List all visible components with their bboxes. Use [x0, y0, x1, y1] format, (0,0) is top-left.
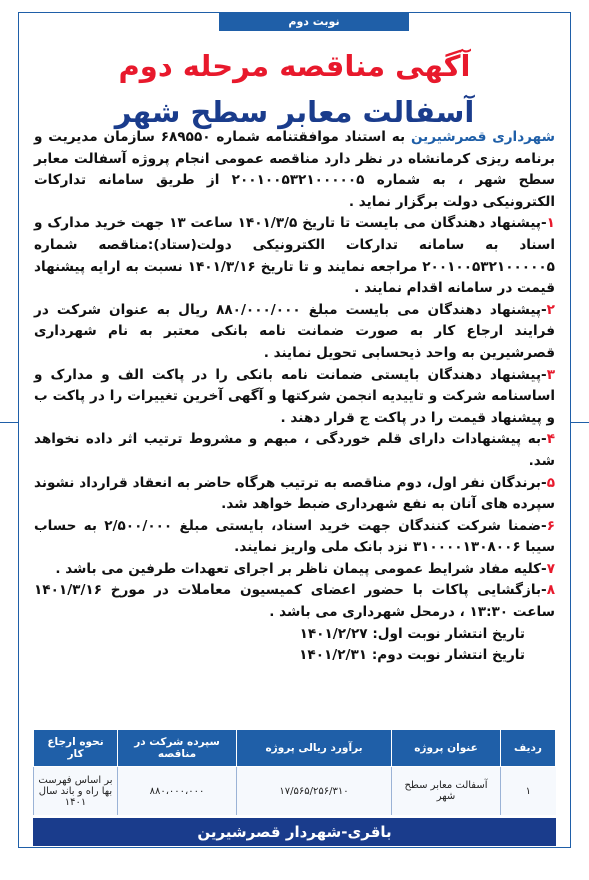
signature-footer: باقری-شهردار قصرشیرین	[33, 818, 556, 846]
clause-4	[34, 429, 555, 472]
clause-number: ۳	[546, 366, 555, 383]
clause-text: -پیشنهاد دهندگان می بایست مبلغ ۸۸۰/۰۰۰/۰۰۰ ریال به عنوان شرکت در فرایند ارجاع کار به صورت ضمانت نامه بانکی معتبر به نام شهرداری قصرشیرین به واحد ذیحسابی تحویل نمایند .	[34, 301, 555, 361]
clause-text: -بازگشایی پاکات با حضور اعضای کمیسیون معاملات در مورخ ۱۴۰۱/۳/۱۶ ساعت ۱۳:۳۰ ، درمحل شهرداری می باشد .	[34, 582, 555, 621]
intro-paragraph	[34, 127, 555, 213]
clause-text: -پیشنهاد دهندگان می بایست تا تاریخ ۱۴۰۱/۳/۵ ساعت ۱۳ جهت خرید مدارک و اسناد به سامانه تدارکات الکترونیکی دولت(ستاد):مناقصه شماره ۲۰۰۱۰۰۵۳۲۱۰۰۰۰۰۵ مراجعه نمایند و تا تاریخ ۱۴۰۱/۳/۱۶ نسبت به ارایه پیشنهاد قیمت در سامانه اقدام نمایند .	[34, 215, 555, 297]
column-header: سپرده شرکت در مناقصه	[118, 730, 237, 767]
clause-number: ۸	[546, 582, 555, 599]
clause-5	[34, 473, 555, 516]
round-tag: نوبت دوم	[219, 13, 409, 31]
clause-number: ۷	[546, 560, 555, 577]
clause-1	[34, 213, 555, 299]
column-header: ردیف	[501, 730, 556, 767]
clause-text: -کلیه مفاد شرایط عمومی پیمان ناظر بر اجرای تعهدات طرفین می باشد .	[55, 560, 547, 577]
column-header: عنوان پروژه	[392, 730, 501, 767]
clause-text: -ضمنا شرکت کنندگان جهت خرید اسناد، بایستی مبلغ ۲/۵۰۰/۰۰۰ به حساب سیبا ۳۱۰۰۰۰۱۳۰۸۰۰۶ نزد بانک ملی واریز نمایند.	[34, 517, 555, 556]
first-publication-date: تاریخ انتشار نوبت اول: ۱۴۰۱/۲/۲۷	[299, 625, 525, 642]
clause-number: ۱	[546, 215, 555, 232]
clause-number: ۶	[546, 517, 555, 534]
clause-3	[34, 365, 555, 430]
clause-number: ۵	[546, 474, 555, 491]
column-header: برآورد ریالی پروژه	[237, 730, 392, 767]
table-cell: آسفالت معابر سطح شهر	[392, 767, 501, 816]
table-header-row	[34, 730, 556, 767]
clause-6	[34, 516, 555, 559]
intro-text: به استناد موافقتنامه شماره ۶۸۹۵۵۰ سازمان مدیریت و برنامه ریزی کرمانشاه در نظر دارد مناقصه عمومی انجام پروژه آسفالت معابر سطح شهر ، به شماره ۲۰۰۱۰۰۵۳۲۱۰۰۰۰۰۵ از طریق سامانه تدارکات الکترونیکی دولت برگزار نماید .	[34, 129, 555, 210]
clause-7	[34, 559, 555, 581]
clause-8	[34, 580, 555, 623]
clause-text: -پیشنهاد دهندگان بایستی ضمانت نامه بانکی را در پاکت الف و مدارک و اساسنامه شرکت و تاییدیه انجمن شرکتها و آگهی آخرین تغییرات را در پاکت ب و پیشنهاد قیمت را در پاکت ج قرار دهند .	[34, 366, 555, 426]
clause-2	[34, 300, 555, 365]
notice-subtitle: آسفالت معابر سطح شهر	[114, 95, 475, 129]
table-cell: بر اساس فهرست بها راه و باند سال ۱۴۰۱	[34, 767, 118, 816]
clause-number: ۲	[546, 301, 555, 318]
second-publication-date: تاریخ انتشار نوبت دوم: ۱۴۰۱/۲/۳۱	[299, 647, 525, 664]
table-cell: ۱	[501, 767, 556, 816]
table-cell: ۱۷/۵۶۵/۲۵۶/۳۱۰	[237, 767, 392, 816]
notice-body	[34, 127, 555, 667]
clause-text: -برندگان نفر اول، دوم مناقصه به ترتیب هرگاه حاضر به انعقاد قرارداد نشوند سپرده های آنان به نفع شهرداری ضبط خواهد شد.	[34, 474, 555, 513]
table-cell: ۸۸۰،۰۰۰،۰۰۰	[118, 767, 237, 816]
column-header: نحوه ارجاع کار	[34, 730, 118, 767]
notice-title: آگهی مناقصه مرحله دوم	[118, 49, 471, 83]
clause-text: -به پیشنهادات دارای قلم خوردگی ، مبهم و مشروط ترتیب اثر داده نخواهد شد.	[34, 431, 555, 469]
table-row	[34, 767, 556, 816]
clause-number: ۴	[546, 431, 555, 448]
organization-name: شهرداری قصرشیرین	[410, 129, 555, 145]
project-table	[33, 729, 556, 815]
